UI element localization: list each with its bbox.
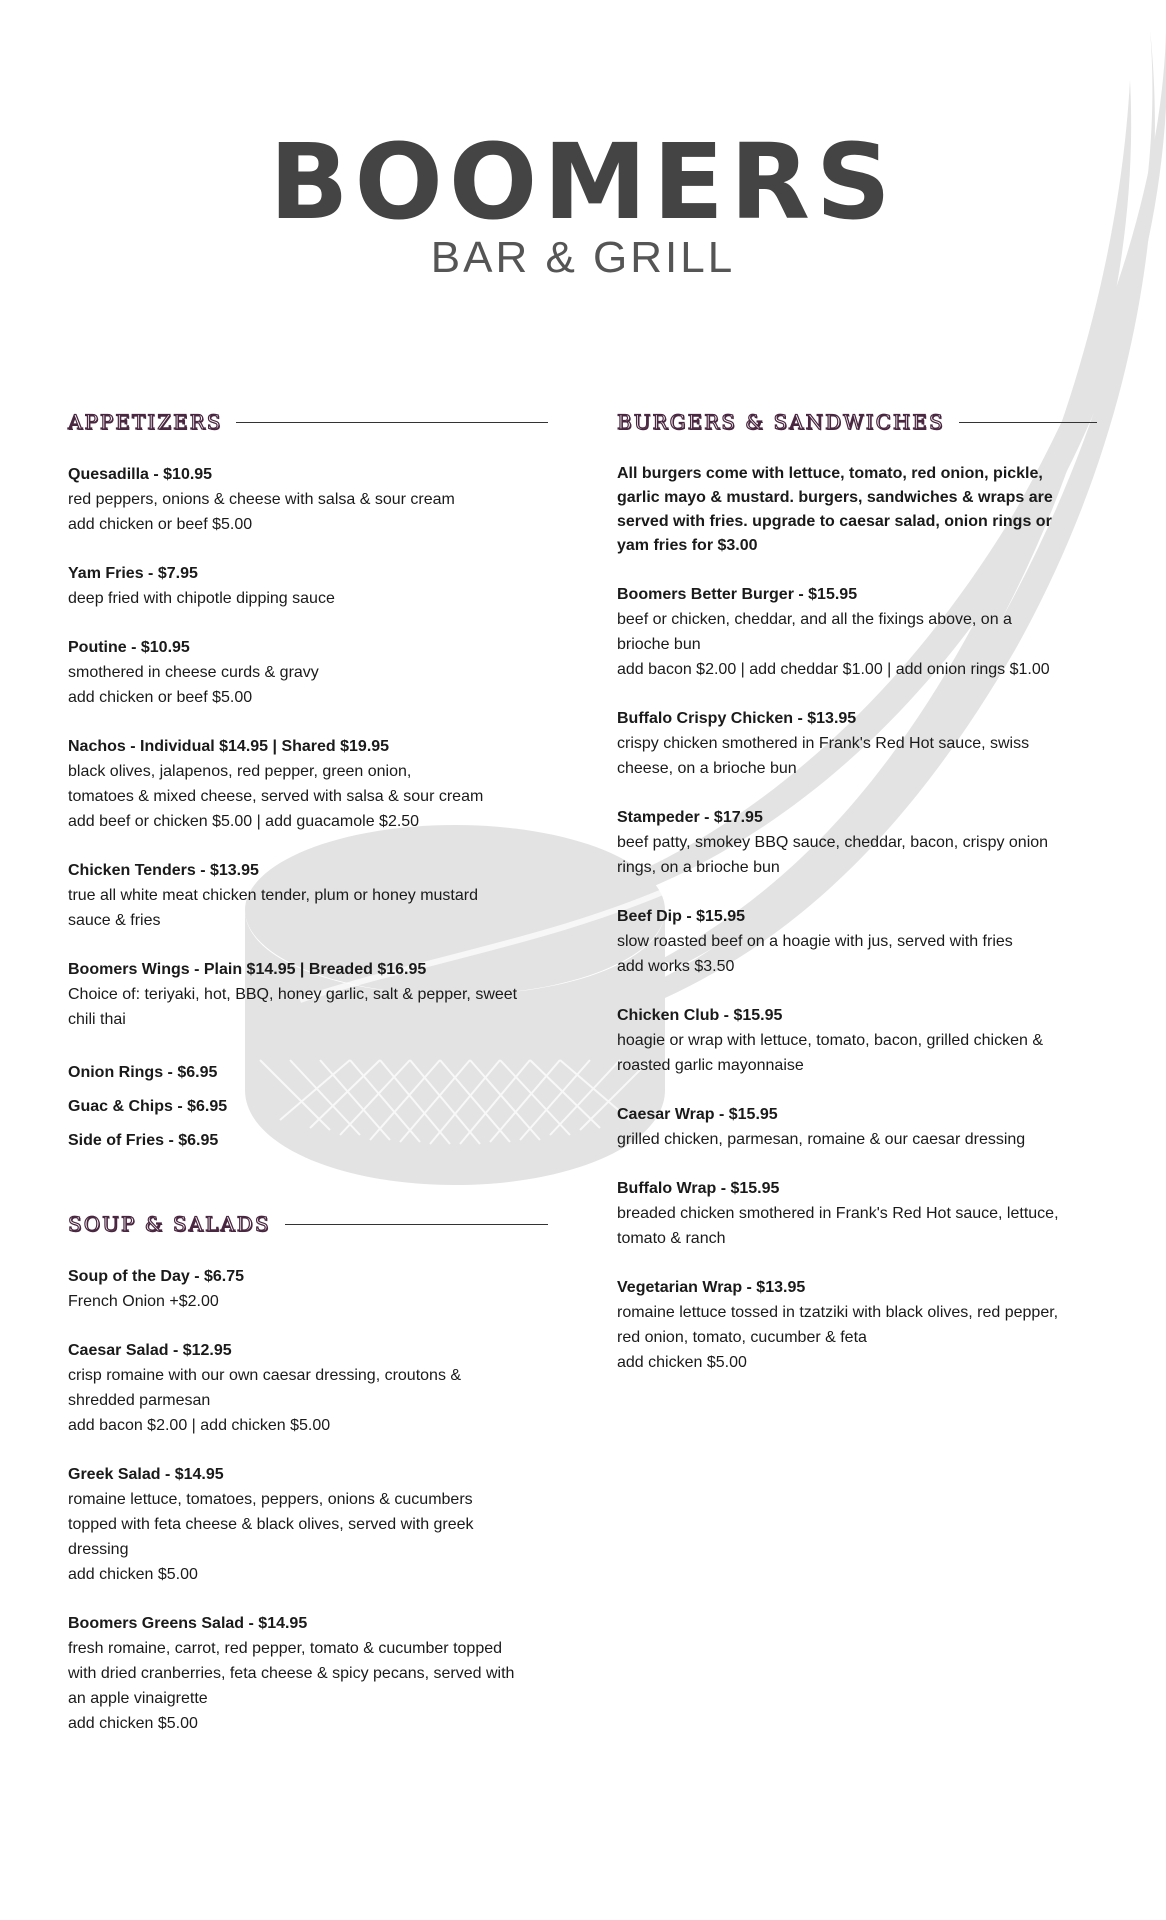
item-description: slow roasted beef on a hoagie with jus, served with fries [617, 933, 1013, 950]
item-description: Choice of: teriyaki, hot, BBQ, honey garlic, salt & pepper, sweet [68, 986, 518, 1003]
item-name: Yam Fries - $7.95 [68, 565, 198, 582]
item-description: an apple vinaigrette [68, 1690, 208, 1707]
item-name: Nachos - Individual $14.95 | Shared $19.95 [68, 738, 390, 755]
item-description: tomato & ranch [617, 1230, 726, 1247]
item-description: red onion, tomato, cucumber & feta [617, 1329, 867, 1346]
menu-item [68, 1462, 548, 1587]
menu-item [617, 582, 1097, 682]
item-description: crispy chicken smothered in Frank's Red Hot sauce, swiss [617, 735, 1030, 752]
soup-salads-section [68, 1212, 548, 1736]
item-name: Vegetarian Wrap - $13.95 [617, 1279, 806, 1296]
item-description: romaine lettuce, tomatoes, peppers, onions & cucumbers [68, 1491, 473, 1508]
item-name: Caesar Wrap - $15.95 [617, 1106, 778, 1123]
menu-item [617, 1003, 1097, 1078]
appetizers-section [68, 410, 548, 1158]
item-description: sauce & fries [68, 912, 161, 929]
item-description: dressing [68, 1541, 129, 1558]
side-item: Side of Fries - $6.95 [68, 1132, 219, 1149]
burgers-sandwiches-section [617, 410, 1097, 1375]
side-item: Guac & Chips - $6.95 [68, 1098, 228, 1115]
item-description: fresh romaine, carrot, red pepper, tomato & cucumber topped [68, 1640, 503, 1657]
menu-item [68, 957, 548, 1032]
menu-item [68, 1264, 548, 1314]
item-addon: add bacon $2.00 | add chicken $5.00 [68, 1417, 331, 1434]
menu-item [68, 561, 548, 611]
item-addon: add chicken or beef $5.00 [68, 689, 253, 706]
right-column [617, 410, 1097, 1399]
item-name: Boomers Wings - Plain $14.95 | Breaded $16.95 [68, 961, 427, 978]
item-name: Buffalo Wrap - $15.95 [617, 1180, 780, 1197]
item-description: grilled chicken, parmesan, romaine & our caesar dressing [617, 1131, 1026, 1148]
item-description: breaded chicken smothered in Frank's Red Hot sauce, lettuce, [617, 1205, 1059, 1222]
menu-item [68, 1611, 548, 1736]
item-addon: add works $3.50 [617, 958, 735, 975]
menu-item [617, 706, 1097, 781]
item-name: Greek Salad - $14.95 [68, 1466, 224, 1483]
item-description: topped with feta cheese & black olives, served with greek [68, 1516, 474, 1533]
item-name: Chicken Club - $15.95 [617, 1007, 783, 1024]
intro-line: served with fries. upgrade to caesar salad, onion rings or [617, 513, 1052, 530]
item-addon: add chicken or beef $5.00 [68, 516, 253, 533]
section-divider [959, 422, 1097, 423]
item-name: Poutine - $10.95 [68, 639, 190, 656]
item-description: hoagie or wrap with lettuce, tomato, bacon, grilled chicken & [617, 1032, 1044, 1049]
sides-list [68, 1056, 548, 1158]
intro-line: yam fries for $3.00 [617, 537, 758, 554]
menu-item [68, 635, 548, 710]
item-name: Boomers Greens Salad - $14.95 [68, 1615, 308, 1632]
item-description: roasted garlic mayonnaise [617, 1057, 804, 1074]
brand-tagline: BAR & GRILL [430, 233, 736, 282]
item-description: French Onion +$2.00 [68, 1293, 219, 1310]
brand-name: BOOMERS [269, 121, 897, 243]
item-name: Boomers Better Burger - $15.95 [617, 586, 858, 603]
item-addon: add chicken $5.00 [68, 1715, 198, 1732]
item-description: true all white meat chicken tender, plum or honey mustard [68, 887, 478, 904]
item-description: beef or chicken, cheddar, and all the fixings above, on a [617, 611, 1012, 628]
item-description: romaine lettuce tossed in tzatziki with black olives, red pepper, [617, 1304, 1059, 1321]
item-name: Quesadilla - $10.95 [68, 466, 213, 483]
section-divider [285, 1224, 548, 1225]
section-title: BURGERS & SANDWICHES [617, 410, 945, 434]
menu-item [617, 904, 1097, 979]
item-name: Caesar Salad - $12.95 [68, 1342, 232, 1359]
item-addon: add chicken $5.00 [617, 1354, 747, 1371]
item-name: Stampeder - $17.95 [617, 809, 763, 826]
menu-item [617, 1275, 1097, 1375]
item-description: smothered in cheese curds & gravy [68, 664, 319, 681]
section-intro [617, 462, 1097, 558]
section-header [68, 410, 548, 434]
item-description: brioche bun [617, 636, 701, 653]
menu-item [617, 805, 1097, 880]
section-title: SOUP & SALADS [68, 1212, 271, 1236]
item-name: Buffalo Crispy Chicken - $13.95 [617, 710, 857, 727]
section-title: APPETIZERS [68, 410, 223, 434]
section-header [617, 410, 1097, 434]
item-description: red peppers, onions & cheese with salsa & sour cream [68, 491, 455, 508]
item-name: Beef Dip - $15.95 [617, 908, 746, 925]
item-description: deep fried with chipotle dipping sauce [68, 590, 335, 607]
item-addon: add bacon $2.00 | add cheddar $1.00 | add onion rings $1.00 [617, 661, 1050, 678]
menu-item [68, 462, 548, 537]
menu-item [68, 1338, 548, 1438]
item-name: Soup of the Day - $6.75 [68, 1268, 245, 1285]
item-description: shredded parmesan [68, 1392, 211, 1409]
side-item: Onion Rings - $6.95 [68, 1064, 218, 1081]
section-divider [236, 422, 548, 423]
item-addon: add chicken $5.00 [68, 1566, 198, 1583]
menu-header [0, 121, 1166, 282]
item-description: tomatoes & mixed cheese, served with salsa & sour cream [68, 788, 484, 805]
intro-line: All burgers come with lettuce, tomato, red onion, pickle, [617, 465, 1043, 482]
item-description: black olives, jalapenos, red pepper, green onion, [68, 763, 412, 780]
item-addon: add beef or chicken $5.00 | add guacamole $2.50 [68, 813, 420, 830]
item-description: rings, on a brioche bun [617, 859, 780, 876]
item-description: chili thai [68, 1011, 126, 1028]
item-name: Chicken Tenders - $13.95 [68, 862, 259, 879]
menu-item [617, 1176, 1097, 1251]
intro-line: garlic mayo & mustard. burgers, sandwiches & wraps are [617, 489, 1053, 506]
left-column [68, 410, 548, 1760]
item-description: with dried cranberries, feta cheese & spicy pecans, served with [68, 1665, 515, 1682]
item-description: beef patty, smokey BBQ sauce, cheddar, bacon, crispy onion [617, 834, 1049, 851]
item-description: cheese, on a brioche bun [617, 760, 797, 777]
section-header [68, 1212, 548, 1236]
item-description: crisp romaine with our own caesar dressing, croutons & [68, 1367, 462, 1384]
menu-item [617, 1102, 1097, 1152]
menu-item [68, 858, 548, 933]
menu-item [68, 734, 548, 834]
